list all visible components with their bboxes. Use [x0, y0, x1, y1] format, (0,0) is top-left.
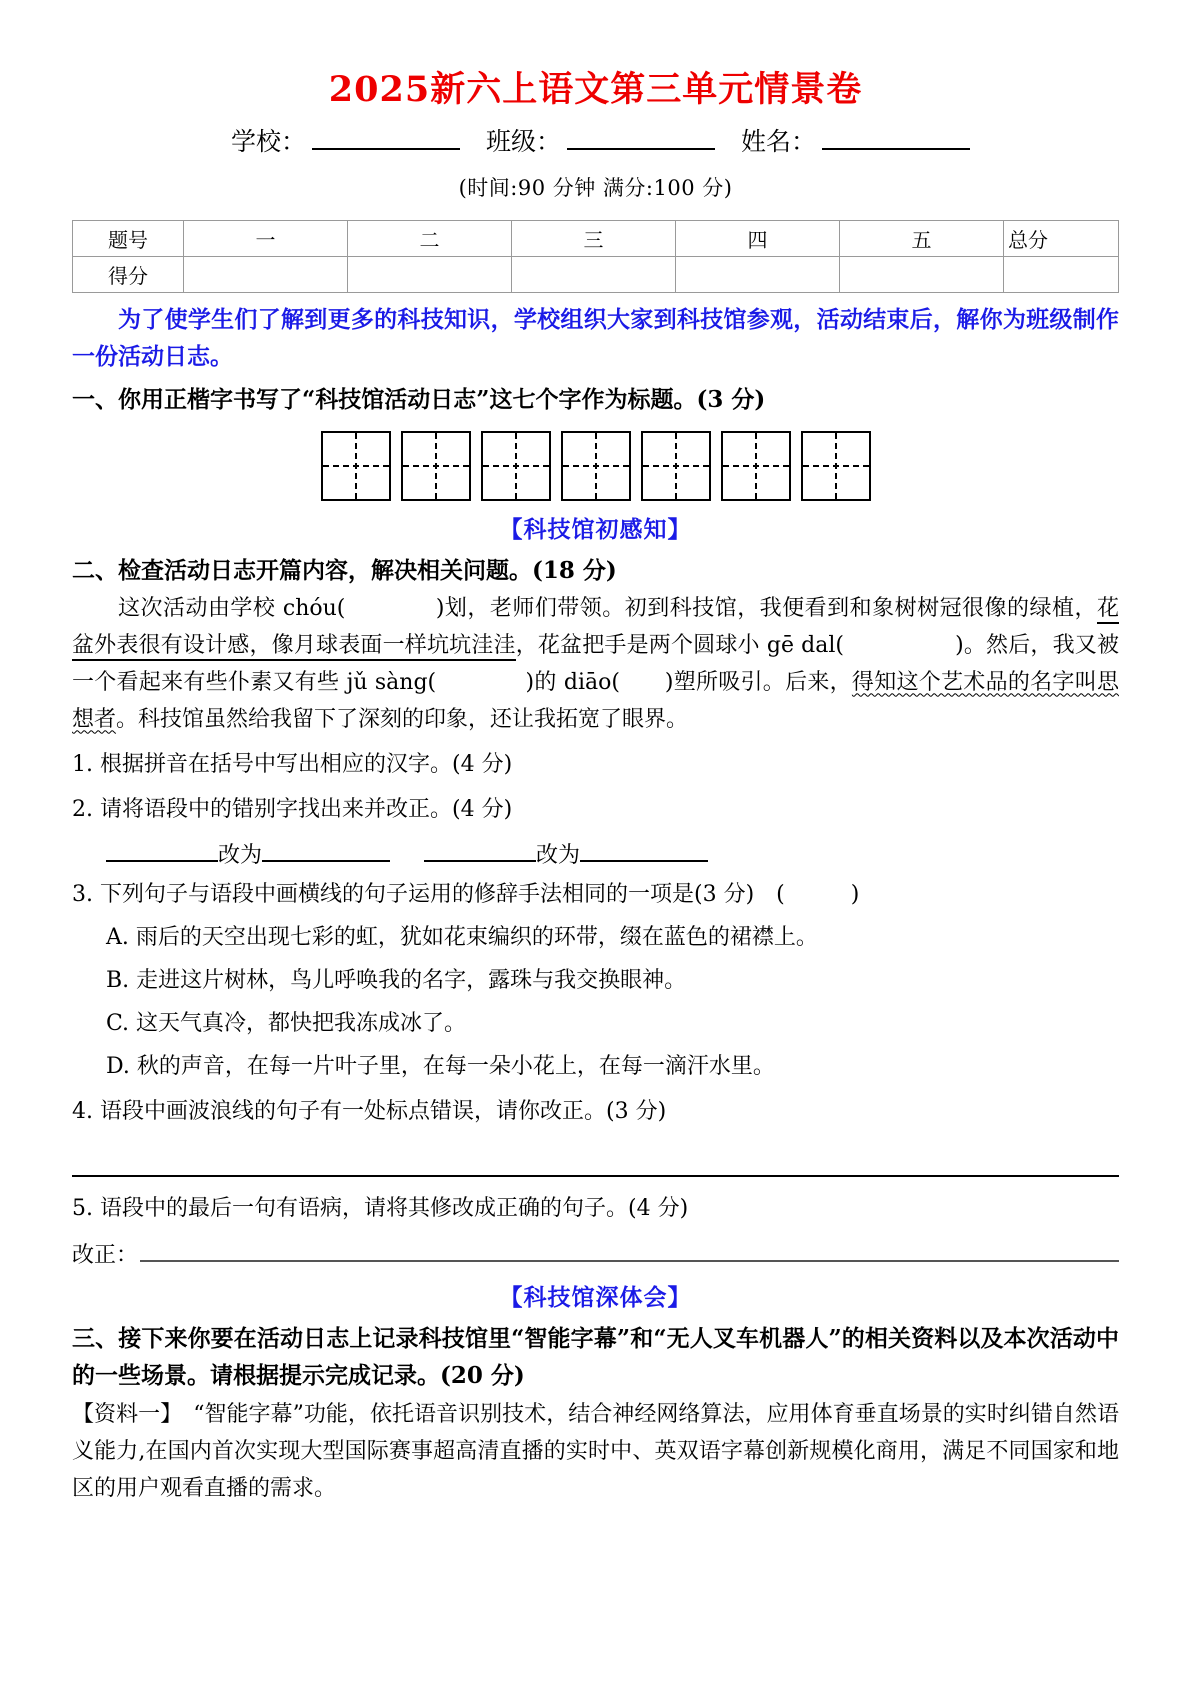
option-b-key: B.: [106, 968, 130, 994]
score-cell-5[interactable]: [840, 256, 1004, 292]
passage-part4: )。然后，我又被一个看起来有些仆素又有些 jǔ sàng(: [72, 632, 1119, 695]
name-blank[interactable]: [822, 126, 970, 150]
question-1-text: 根据拼音在括号中写出相应的汉字。(4 分): [100, 751, 513, 777]
school-label: 学校：: [230, 126, 306, 156]
score-row-label: 得分: [73, 256, 184, 292]
correction-word-1: 改为: [218, 843, 263, 869]
passage-part7: 。科技馆虽然给我留下了深刻的印象，还让我拓宽了眼界。: [116, 706, 689, 732]
question-4-answer-line[interactable]: [72, 1175, 1119, 1177]
question-5: [72, 1191, 1119, 1228]
passage-part2: )划，老师们带领。初到科技馆，我便看到和象树树冠很像的绿植，: [435, 595, 1097, 621]
question-1: [72, 747, 1119, 784]
option-d-key: D.: [106, 1054, 130, 1080]
correction-word-2: 改为: [536, 843, 581, 869]
score-cell-3[interactable]: [512, 256, 676, 292]
fix-label: 改正：: [72, 1243, 139, 1269]
class-field: [486, 122, 715, 158]
question-2-num: 2.: [72, 796, 93, 822]
score-cell-2[interactable]: [348, 256, 512, 292]
score-header-4: 四: [676, 220, 840, 256]
material-one: 【资料一】 “智能字幕”功能，依托语音识别技术，结合神经网络算法，应用体育垂直场景的实时纠错自然语义能力,在国内首次实现大型国际赛事超高清直播的实时中、英双语字幕创新规模化商用，满足不同国家和地区的用户观看直播的需求。: [72, 1401, 1119, 1501]
tianzige-cell[interactable]: [321, 431, 391, 501]
class-blank[interactable]: [567, 126, 715, 150]
question-5-text: 语段中的最后一句有语病，请将其修改成正确的句子。(4 分): [100, 1196, 689, 1222]
question-4: [72, 1094, 1119, 1131]
question-5-answer-line[interactable]: [140, 1240, 1119, 1262]
page-title: 2025新六上语文第三单元情景卷: [328, 69, 863, 110]
question-4-num: 4.: [72, 1099, 93, 1125]
score-header-3: 三: [512, 220, 676, 256]
banner-two: 【科技馆深体会】: [499, 1284, 692, 1312]
passage-underlined-sentence: 花盆外表很有设计感，像月球表面一样坑坑洼洼: [72, 596, 1119, 661]
question-2-text: 请将语段中的错别字找出来并改正。(4 分): [100, 796, 513, 822]
banner-one: 【科技馆初感知】: [499, 515, 692, 543]
passage-blank-4[interactable]: [620, 670, 665, 695]
class-label: 班级：: [485, 126, 561, 156]
passage-part5: )的 diāo(: [525, 669, 620, 695]
school-field: [231, 122, 460, 158]
option-c[interactable]: [106, 1006, 1119, 1043]
name-field: [741, 122, 970, 158]
score-header-5: 五: [840, 220, 1004, 256]
passage-blank-3[interactable]: [436, 670, 525, 695]
tianzige-grid: [72, 431, 1119, 501]
option-d[interactable]: [106, 1049, 1119, 1086]
correctchar-blank-2[interactable]: [580, 840, 708, 862]
score-cell-4[interactable]: [676, 256, 840, 292]
wrongchar-blank-2[interactable]: [424, 840, 536, 862]
passage-part6: )塑所吸引。后来，: [664, 669, 852, 695]
intro-paragraph: 为了使学生们了解到更多的科技知识，学校组织大家到科技馆参观，活动结束后，解你为班级制作一份活动日志。: [72, 305, 1119, 370]
option-d-text: 秋的声音，在每一片叶子里，在每一朵小花上，在每一滴汗水里。: [136, 1054, 775, 1080]
question-1-num: 1.: [72, 751, 93, 777]
option-b-text: 走进这片树林，鸟儿呼唤我的名字，露珠与我交换眼神。: [136, 968, 687, 994]
reading-passage: [72, 591, 1119, 739]
table-row-headers: [73, 220, 1119, 256]
score-header-0: 题号: [73, 220, 184, 256]
score-header-6: 总分: [1004, 220, 1119, 256]
tianzige-cell[interactable]: [801, 431, 871, 501]
score-header-2: 二: [348, 220, 512, 256]
score-header-1: 一: [184, 220, 348, 256]
score-cell-total[interactable]: [1004, 256, 1119, 292]
section-three-heading: 三、接下来你要在活动日志上记录科技馆里“智能字幕”和“无人叉车机器人”的相关资料以及本次活动中的一些场景。请根据提示完成记录。(20 分): [72, 1325, 1119, 1390]
question-2-answer-row: [72, 838, 1119, 869]
school-blank[interactable]: [312, 126, 460, 150]
score-cell-1[interactable]: [184, 256, 348, 292]
question-2: [72, 792, 1119, 829]
question-3-text: 下列句子与语段中画横线的句子运用的修辞手法相同的一项是(3 分) ( ): [100, 882, 860, 908]
question-5-answer-row: [72, 1238, 1119, 1269]
question-5-num: 5.: [72, 1196, 93, 1222]
option-c-key: C.: [106, 1011, 130, 1037]
score-table: [72, 220, 1119, 293]
question-4-text: 语段中画波浪线的句子有一处标点错误，请你改正。(3 分): [100, 1099, 667, 1125]
tianzige-cell[interactable]: [641, 431, 711, 501]
option-a-key: A.: [106, 925, 129, 951]
option-c-text: 这天气真冷，都快把我冻成冰了。: [136, 1011, 467, 1037]
passage-part1: 这次活动由学校 chóu(: [118, 595, 346, 621]
wrongchar-blank-1[interactable]: [106, 840, 218, 862]
passage-blank-2[interactable]: [844, 633, 955, 658]
passage-part3: ，花盆把手是两个圆球小 gē dal(: [515, 632, 844, 658]
correctchar-blank-1[interactable]: [262, 840, 390, 862]
tianzige-cell[interactable]: [561, 431, 631, 501]
section-one-heading: 一、你用正楷字书写了“科技馆活动日志”这七个字作为标题。(3 分): [72, 386, 766, 414]
identity-line: [72, 122, 1119, 158]
option-b[interactable]: [106, 963, 1119, 1000]
tianzige-cell[interactable]: [721, 431, 791, 501]
tianzige-cell[interactable]: [401, 431, 471, 501]
name-label: 姓名：: [741, 126, 817, 156]
option-a-text: 雨后的天空出现七彩的虹，犹如花束编织的环带，缀在蓝色的裙襟上。: [135, 925, 818, 951]
exam-info: (时间:90 分钟 满分:100 分): [458, 175, 733, 200]
question-3: [72, 877, 1119, 914]
option-a[interactable]: [106, 920, 1119, 957]
passage-blank-1[interactable]: [345, 596, 435, 621]
question-3-num: 3.: [72, 882, 93, 908]
passage-wavy-sentence: 得知这个艺术品的名字叫思想者: [72, 669, 1119, 732]
table-row-scores: [73, 256, 1119, 292]
section-two-heading: 二、检查活动日志开篇内容，解决相关问题。(18 分): [72, 556, 617, 584]
tianzige-cell[interactable]: [481, 431, 551, 501]
